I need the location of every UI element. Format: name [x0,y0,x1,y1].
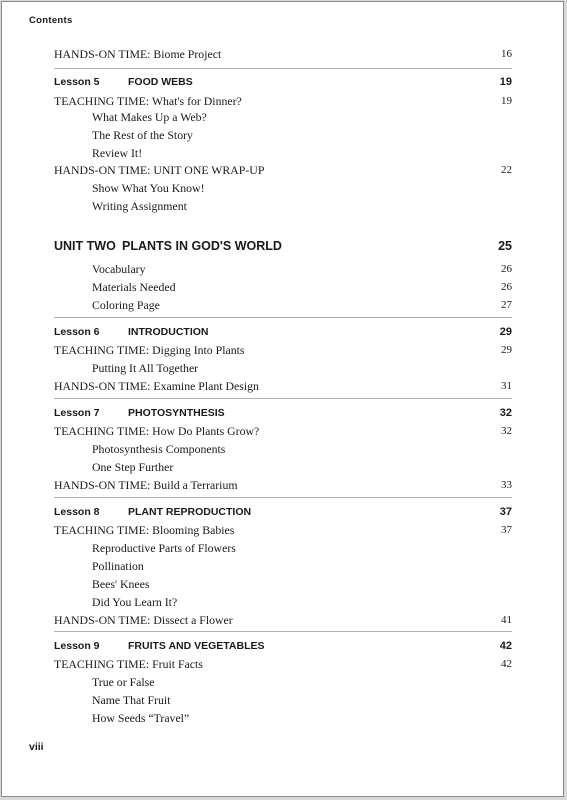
toc-entry-text: Name That Fruit [92,693,171,707]
toc-lesson-heading [2,638,565,654]
toc-entry-text: TEACHING TIME: Fruit Facts [54,657,203,671]
lesson-number: Lesson 9 [54,640,100,652]
section-rule [54,317,512,318]
toc-page-number: 33 [501,479,512,491]
toc-lesson-heading [2,504,565,520]
lesson-number: Lesson 5 [54,76,100,88]
toc-entry-title [92,692,170,708]
toc-page-number: 29 [501,344,512,356]
toc-entry-title [92,576,150,592]
toc-entry-title [54,238,282,254]
toc-entry-text: PLANTS IN GOD'S WORLD [122,239,282,253]
toc-entry-text: FOOD WEBS [128,76,193,88]
toc-entry-text: Review It! [92,146,143,160]
toc-page-number: 26 [501,281,512,293]
toc-subentry [2,594,565,610]
toc-entry-text: PLANT REPRODUCTION [128,506,252,518]
toc-entry-text: Pollination [92,559,144,573]
toc-entry-text: Did You Learn It? [92,595,178,609]
toc-page-number: 19 [501,95,512,107]
toc-entry-title [92,145,142,161]
toc-entry-title [92,710,189,726]
toc-entry-title [92,558,144,574]
toc-entry-title [54,405,225,421]
toc-page-number: 22 [501,164,512,176]
toc-subentry [2,261,565,277]
toc-entry-text: Writing Assignment [92,199,187,213]
toc-entry [2,477,565,493]
contents-page [1,1,564,797]
toc-entry-text: HANDS-ON TIME: Examine Plant Design [54,379,259,393]
toc-entry-text: PHOTOSYNTHESIS [128,407,225,419]
toc-subentry [2,674,565,690]
toc-entry-title [54,162,264,178]
running-header: Contents [29,15,73,26]
toc-entry-title [54,324,209,340]
unit-number: UNIT TWO [54,239,116,253]
toc-entry-text: TEACHING TIME: What's for Dinner? [54,94,242,108]
toc-subentry [2,109,565,125]
toc-entry-title [92,674,154,690]
toc-entry [2,656,565,672]
toc-entry-title [54,477,238,493]
toc-subentry [2,127,565,143]
section-rule [54,68,512,69]
toc-entry-text: Vocabulary [92,262,146,276]
toc-entry-title [54,46,221,62]
toc-entry-text: HANDS-ON TIME: Dissect a Flower [54,613,233,627]
page-number-footer: viii [29,741,44,753]
toc-entry-text: Bees' Knees [92,577,150,591]
toc-entry-text: TEACHING TIME: Blooming Babies [54,523,235,537]
toc-entry-title [92,109,207,125]
toc-page-number: 31 [501,380,512,392]
toc-page-number: 41 [501,614,512,626]
toc-entry-text: Materials Needed [92,280,176,294]
toc-subentry [2,441,565,457]
section-rule [54,398,512,399]
toc-entry-title [54,638,265,654]
toc-subentry [2,198,565,214]
toc-page-number: 16 [501,48,512,60]
toc-entry-text: FRUITS AND VEGETABLES [128,640,265,652]
toc-entry-text: INTRODUCTION [128,326,209,338]
toc-entry-title [92,459,173,475]
toc-entry-title [54,656,203,672]
toc-entry-title [92,540,236,556]
toc-entry-text: TEACHING TIME: How Do Plants Grow? [54,424,260,438]
toc-entry [2,522,565,538]
toc-page-number: 32 [499,407,512,419]
toc-subentry [2,279,565,295]
toc-entry [2,378,565,394]
toc-entry [2,423,565,439]
toc-entry-text: Photosynthesis Components [92,442,226,456]
toc-subentry [2,145,565,161]
toc-entry-title [92,198,187,214]
lesson-number: Lesson 6 [54,326,100,338]
toc-subentry [2,710,565,726]
section-rule [54,497,512,498]
toc-entry-title [92,127,193,143]
toc-entry-title [54,612,233,628]
toc-entry-title [92,297,160,313]
toc-entry-title [92,261,146,277]
toc-subentry [2,360,565,376]
toc-entry-text: How Seeds “Travel” [92,711,190,725]
toc-entry-text: Show What You Know! [92,181,205,195]
toc-entry [2,93,565,109]
toc-entry-text: Reproductive Parts of Flowers [92,541,236,555]
toc-entry-text: True or False [92,675,155,689]
toc-subentry [2,576,565,592]
toc-entry [2,342,565,358]
toc-subentry [2,297,565,313]
toc-page-number: 26 [501,263,512,275]
toc-page-number: 32 [501,425,512,437]
toc-entry-title [92,360,198,376]
toc-entry-text: What Makes Up a Web? [92,110,207,124]
toc-entry-title [54,74,193,90]
lesson-number: Lesson 8 [54,506,100,518]
toc-entry-title [54,504,251,520]
toc-page-number: 42 [499,640,512,652]
toc-entry [2,46,565,62]
toc-page-number: 27 [501,299,512,311]
toc-entry-title [54,93,242,109]
toc-page-number: 25 [498,239,512,253]
toc-entry-title [54,378,259,394]
toc-subentry [2,540,565,556]
toc-lesson-heading [2,74,565,90]
toc-lesson-heading [2,324,565,340]
toc-entry-title [92,441,225,457]
toc-subentry [2,459,565,475]
toc-page-number: 42 [501,658,512,670]
toc-entry-title [92,180,205,196]
toc-entry-title [92,279,176,295]
toc-entry-text: Putting It All Together [92,361,199,375]
toc-unit-heading [2,238,565,254]
toc-page-number: 19 [499,76,512,88]
toc-entry-text: HANDS-ON TIME: Biome Project [54,47,222,61]
toc-subentry [2,692,565,708]
toc-entry-title [54,423,259,439]
toc-page-number: 37 [499,506,512,518]
toc-entry-text: HANDS-ON TIME: Build a Terrarium [54,478,238,492]
toc-entry-text: Coloring Page [92,298,160,312]
toc-entry-text: TEACHING TIME: Digging Into Plants [54,343,245,357]
toc-entry-title [54,522,234,538]
toc-page-number: 29 [499,326,512,338]
toc-lesson-heading [2,405,565,421]
section-rule [54,631,512,632]
toc-entry-text: The Rest of the Story [92,128,193,142]
toc-entry-title [54,342,245,358]
toc-entry-text: HANDS-ON TIME: UNIT ONE WRAP-UP [54,163,265,177]
toc-entry [2,612,565,628]
toc-entry [2,162,565,178]
lesson-number: Lesson 7 [54,407,100,419]
toc-subentry [2,180,565,196]
toc-subentry [2,558,565,574]
toc-entry-text: One Step Further [92,460,174,474]
toc-entry-title [92,594,177,610]
toc-page-number: 37 [501,524,512,536]
